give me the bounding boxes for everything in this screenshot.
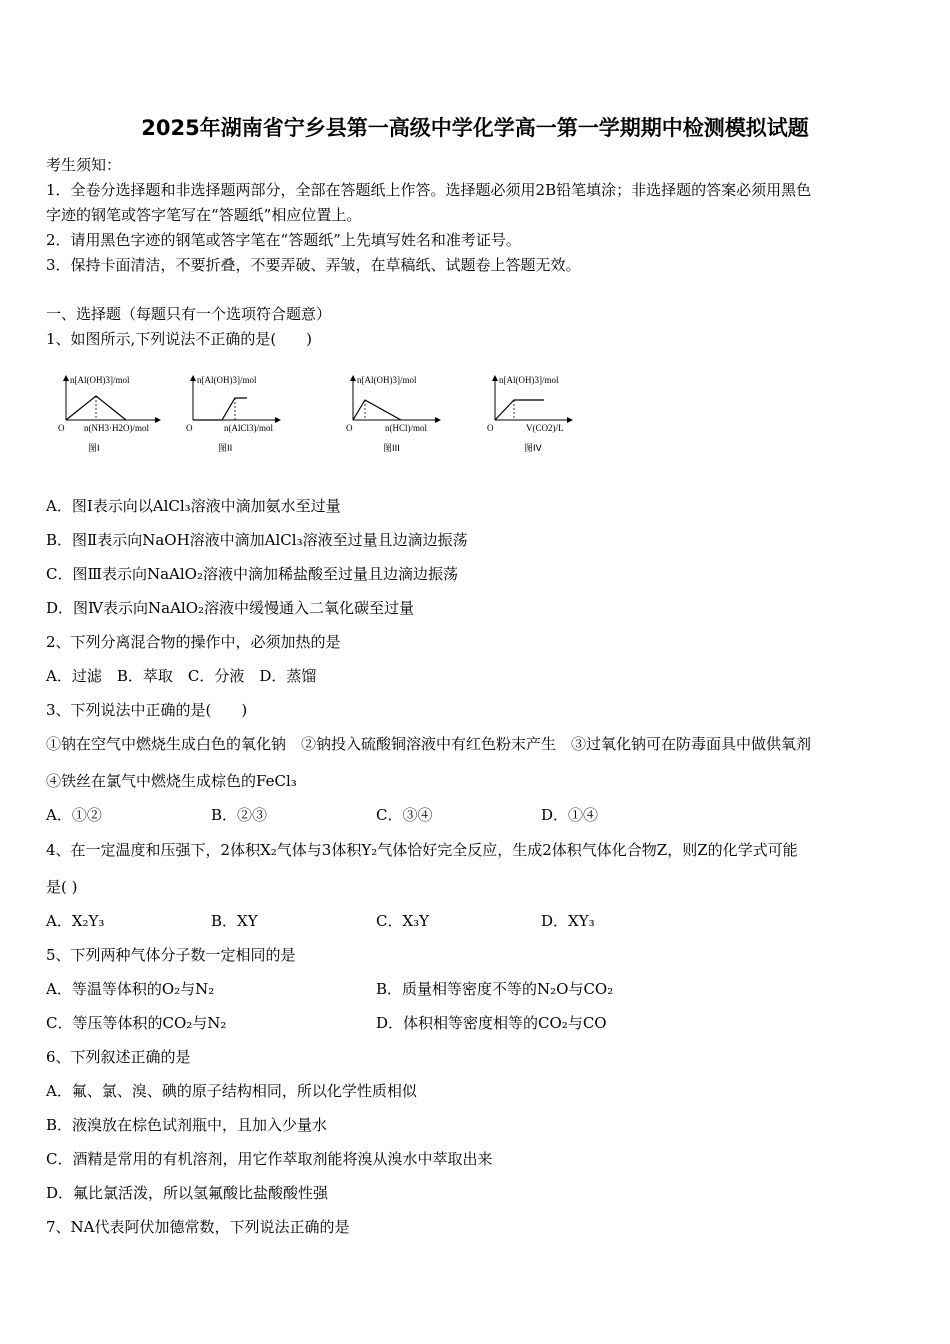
q5-option-c: C．等压等体积的CO₂与N₂ [46, 1014, 227, 1032]
q6-stem: 6、下列叙述正确的是 [46, 1048, 191, 1066]
graph-2-caption: 图II [218, 444, 233, 454]
q4-option-b: B．XY [211, 912, 258, 930]
q6-option-d: D．氟比氯活泼，所以氢氟酸比盐酸酸性强 [46, 1184, 329, 1202]
graph-1 [58, 375, 160, 454]
graph-4-origin: O [487, 423, 494, 433]
q6-option-a: A．氟、氯、溴、碘的原子结构相同，所以化学性质相似 [46, 1082, 417, 1100]
graph-2-xlabel: n(AlCl3)/mol [224, 423, 273, 433]
graph-2 [186, 375, 280, 454]
notice-item-1b: 字迹的钢笔或答字笔写在“答题纸”相应位置上。 [46, 206, 362, 224]
q1-option-b: B．图Ⅱ表示向NaOH溶液中滴加AlCl₃溶液至过量且边滴边振荡 [46, 531, 468, 549]
q5-option-a: A．等温等体积的O₂与N₂ [46, 980, 215, 998]
graph-3-caption: 图III [383, 444, 400, 454]
q3-statements-b: ④铁丝在氯气中燃烧生成棕色的FeCl₃ [46, 772, 297, 790]
q1-option-c: C．图Ⅲ表示向NaAlO₂溶液中滴加稀盐酸至过量且边滴边振荡 [46, 565, 458, 583]
graph-1-xlabel: n(NH3·H2O)/mol [84, 423, 149, 433]
graph-1-caption: 图I [88, 444, 100, 454]
q1-option-a: A．图Ⅰ表示向以AlCl₃溶液中滴加氨水至过量 [46, 497, 341, 515]
q3-option-d: D．①④ [541, 806, 599, 824]
q7-stem: 7、NA代表阿伏加德常数，下列说法正确的是 [46, 1218, 350, 1236]
q5-option-d: D．体积相等密度相等的CO₂与CO [376, 1014, 607, 1032]
page-title: 2025年湖南省宁乡县第一高级中学化学高一第一学期期中检测模拟试题 [141, 116, 809, 140]
q3-option-b: B．②③ [211, 806, 268, 824]
graph-3-ylabel: n[Al(OH)3]/mol [357, 375, 417, 385]
graph-3 [346, 375, 440, 454]
q1-stem: 1、如图所示,下列说法不正确的是( ) [46, 330, 313, 348]
q4-option-d: D．XY₃ [541, 912, 595, 930]
q6-option-c: C．酒精是常用的有机溶剂，用它作萃取剂能将溴从溴水中萃取出来 [46, 1150, 493, 1168]
q3-stem: 3、下列说法中正确的是( ) [46, 701, 248, 719]
q4-stem-b: 是( ) [46, 878, 78, 896]
graph-4-caption: 图IV [524, 444, 542, 454]
q4-stem-a: 4、在一定温度和压强下，2体积X₂气体与3体积Y₂气体恰好完全反应，生成2体积气体化合物Z，则Z的化学式可能 [46, 841, 798, 859]
q2-stem: 2、下列分离混合物的操作中，必须加热的是 [46, 633, 341, 651]
q2-options: A．过滤 B．萃取 C．分液 D．蒸馏 [46, 667, 317, 685]
notice-item-1a: 1．全卷分选择题和非选择题两部分，全部在答题纸上作答。选择题必须用2B铅笔填涂；非选择题的答案必须用黑色 [46, 181, 812, 199]
graph-4-curve [495, 400, 544, 420]
graph-2-origin: O [186, 423, 193, 433]
graph-4-xlabel: V(CO2)/L [526, 423, 564, 433]
graph-4 [487, 375, 572, 454]
notice-item-2: 2．请用黑色字迹的钢笔或答字笔在“答题纸”上先填写姓名和准考证号。 [46, 231, 521, 249]
q4-option-a: A．X₂Y₃ [46, 912, 105, 930]
q3-option-c: C．③④ [376, 806, 433, 824]
section-heading: 一、选择题（每题只有一个选项符合题意） [46, 305, 332, 323]
notice-heading: 考生须知： [46, 156, 122, 174]
graph-2-curve [193, 398, 247, 420]
graph-1-ylabel: n[Al(OH)3]/mol [70, 375, 130, 385]
notice-item-3: 3．保持卡面清洁，不要折叠，不要弄破、弄皱，在草稿纸、试题卷上答题无效。 [46, 256, 581, 274]
graph-3-curve [353, 400, 401, 420]
q3-statements-a: ①钠在空气中燃烧生成白色的氧化钠 ②钠投入硫酸铜溶液中有红色粉末产生 ③过氧化钠可在防毒面具中做供氧剂 [46, 735, 812, 753]
graph-1-origin: O [58, 423, 65, 433]
graph-3-xlabel: n(HCl)/mol [385, 423, 427, 433]
graph-3-origin: O [346, 423, 353, 433]
q1-option-d: D．图Ⅳ表示向NaAlO₂溶液中缓慢通入二氧化碳至过量 [46, 599, 415, 617]
graph-2-ylabel: n[Al(OH)3]/mol [197, 375, 257, 385]
q6-option-b: B．液溴放在棕色试剂瓶中，且加入少量水 [46, 1116, 328, 1134]
q5-option-b: B．质量相等密度不等的N₂O与CO₂ [376, 980, 614, 998]
q4-option-c: C．X₃Y [376, 912, 430, 930]
graph-4-ylabel: n[Al(OH)3]/mol [499, 375, 559, 385]
q5-stem: 5、下列两种气体分子数一定相同的是 [46, 946, 296, 964]
q1-graphs [40, 360, 600, 460]
q3-option-a: A．①② [46, 806, 102, 824]
